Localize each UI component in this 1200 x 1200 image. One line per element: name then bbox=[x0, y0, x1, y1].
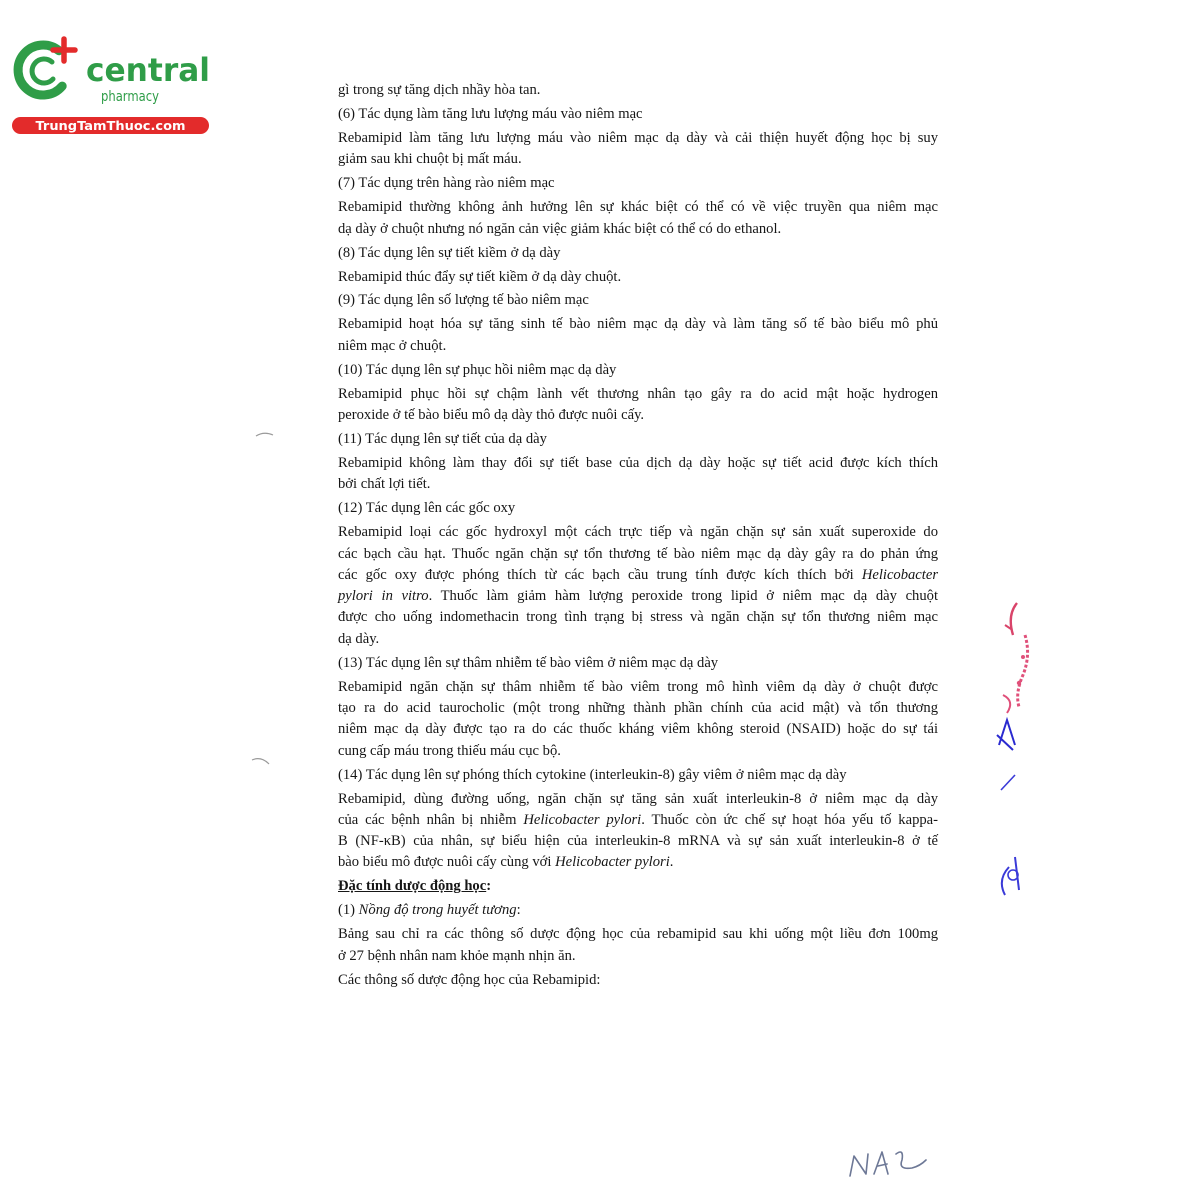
section-heading bbox=[338, 876, 938, 897]
section-heading bbox=[338, 498, 938, 519]
text-run: : bbox=[516, 902, 521, 919]
text-run: được cho uống indomethacin trong tình trạng bị stress và ngăn chặn sự tổn thương niêm mạc bbox=[338, 609, 938, 626]
text-run: . Thuốc làm giảm hàm lượng peroxide trong lipid ở niêm mạc dạ dày chuột bbox=[428, 588, 939, 605]
text-line bbox=[338, 765, 938, 786]
text-run: Rebamipid làm tăng lưu lượng máu vào niêm mạc dạ dày và cải thiện huyết động học bị suy bbox=[338, 129, 938, 146]
text-run: (12) Tác dụng lên các gốc oxy bbox=[338, 500, 516, 517]
text-run: . bbox=[669, 854, 674, 871]
text-line bbox=[338, 698, 938, 719]
text-run: tạo ra do acid taurocholic (một trong những thành phần chính của acid mật) và tổn thương bbox=[338, 700, 938, 717]
italic-text-run: Helicobacter pylori bbox=[523, 811, 642, 828]
logo-mark-icon bbox=[18, 39, 75, 95]
margin-mark bbox=[250, 754, 272, 768]
text-run: (6) Tác dụng làm tăng lưu lượng máu vào niêm mạc bbox=[338, 105, 643, 122]
text-run: ở 27 bệnh nhân nam khỏe mạnh nhịn ăn. bbox=[338, 947, 576, 964]
handwritten-initials bbox=[840, 1140, 940, 1190]
text-run: Các thông số dược động học của Rebamipid: bbox=[338, 971, 601, 988]
text-run: Rebamipid không làm thay đổi sự tiết base của dịch dạ dày hoặc sự tiết acid được kích thích bbox=[338, 455, 938, 471]
text-line bbox=[338, 197, 938, 218]
text-run: Rebamipid thường không ảnh hưởng lên sự khác biệt có thể có về việc truyền qua niêm mạc bbox=[338, 199, 938, 216]
text-line bbox=[338, 474, 938, 495]
text-run: dạ dày. bbox=[338, 630, 380, 647]
text-run: (14) Tác dụng lên sự phóng thích cytokine (interleukin-8) gây viêm ở niêm mạc dạ dày bbox=[338, 766, 847, 783]
text-run: giảm sau khi chuột bị mất máu. bbox=[338, 151, 522, 168]
paragraph bbox=[338, 970, 938, 991]
text-run: Rebamipid hoạt hóa sự tăng sinh tế bào niêm mạc dạ dày và làm tăng số tế bào biểu mô phủ bbox=[338, 316, 938, 333]
text-run: peroxide ở tế bào biểu mô dạ dày thỏ được nuôi cấy. bbox=[338, 407, 645, 424]
section-heading bbox=[338, 653, 938, 674]
text-run: Bảng sau chỉ ra các thông số dược động học của rebamipid sau khi uống một liều đơn 100mg bbox=[338, 926, 938, 943]
italic-text-run: Nồng độ trong huyết tương bbox=[358, 902, 517, 919]
italic-text-run: Helicobacter bbox=[861, 566, 938, 583]
text-run: B (NF-κB) của nhân, sự biểu hiện của interleukin-8 mRNA và sự sản xuất interleukin-8 ở tế bbox=[338, 833, 938, 850]
paragraph bbox=[338, 384, 938, 427]
section-heading bbox=[338, 900, 938, 921]
text-line bbox=[338, 384, 938, 405]
text-line bbox=[338, 900, 938, 921]
text-run: gì trong sự tăng dịch nhầy hòa tan. bbox=[338, 82, 541, 98]
text-line bbox=[338, 360, 938, 381]
text-run: bào biểu mô được nuôi cấy cùng với bbox=[338, 854, 556, 871]
text-line bbox=[338, 970, 938, 991]
text-run: (8) Tác dụng lên sự tiết kiềm ở dạ dày bbox=[338, 244, 561, 261]
text-line bbox=[338, 219, 938, 240]
paragraph bbox=[338, 197, 938, 240]
text-line bbox=[338, 629, 938, 650]
text-run: Rebamipid, dùng đường uống, ngăn chặn sự tăng sản xuất interleukin-8 ở niêm mạc dạ dày bbox=[338, 790, 938, 807]
text-line bbox=[338, 104, 938, 125]
text-line bbox=[338, 741, 938, 762]
text-run: Rebamipid phục hồi sự chậm lành vết thương nhân tạo gây ra do acid mật hoặc hydrogen bbox=[338, 385, 938, 402]
text-run: Rebamipid ngăn chặn sự thâm nhiễm tế bào viêm trong mô hình viêm dạ dày ở chuột được bbox=[338, 678, 938, 695]
document-body bbox=[338, 80, 938, 991]
paragraph bbox=[338, 128, 938, 171]
italic-text-run: pylori in vitro bbox=[338, 588, 429, 605]
text-line bbox=[338, 290, 938, 311]
text-line bbox=[338, 831, 938, 852]
stamp-fragment bbox=[985, 595, 1045, 915]
text-line bbox=[338, 405, 938, 426]
text-run: (7) Tác dụng trên hàng rào niêm mạc bbox=[338, 175, 555, 192]
text-line bbox=[338, 946, 938, 967]
text-run: niêm mạc ở chuột. bbox=[338, 337, 447, 354]
text-line bbox=[338, 336, 938, 357]
text-line bbox=[338, 80, 938, 101]
text-line bbox=[338, 522, 938, 543]
text-run: Rebamipid thúc đẩy sự tiết kiềm ở dạ dày chuột. bbox=[338, 268, 622, 285]
logo-site-text: TrungTamThuoc.com bbox=[35, 118, 186, 133]
text-line bbox=[338, 586, 938, 607]
italic-text-run: Helicobacter pylori bbox=[555, 854, 670, 871]
paragraph bbox=[338, 677, 938, 762]
margin-mark bbox=[254, 428, 276, 440]
text-run: Đặc tính dược động học bbox=[338, 878, 487, 895]
text-run: các gốc oxy được phóng thích từ các bạch cầu trung tính được kích thích bởi bbox=[338, 566, 862, 583]
text-run: (10) Tác dụng lên sự phục hồi niêm mạc dạ dày bbox=[338, 361, 617, 378]
paragraph bbox=[338, 267, 938, 288]
section-heading bbox=[338, 360, 938, 381]
text-run: : bbox=[486, 878, 492, 895]
text-run: niêm mạc dạ dày được tạo ra do các thuốc kháng viêm không steroid (NSAID) hoặc do sự tái bbox=[338, 721, 938, 738]
section-heading bbox=[338, 104, 938, 125]
logo-sub-text: pharmacy bbox=[101, 89, 159, 105]
text-line bbox=[338, 789, 938, 810]
text-line bbox=[338, 924, 938, 945]
text-run: (9) Tác dụng lên số lượng tế bào niêm mạc bbox=[338, 292, 589, 309]
text-line bbox=[338, 719, 938, 740]
text-line bbox=[338, 852, 938, 873]
text-line bbox=[338, 453, 938, 474]
paragraph bbox=[338, 522, 938, 650]
text-line bbox=[338, 876, 938, 897]
text-line bbox=[338, 810, 938, 831]
section-heading bbox=[338, 290, 938, 311]
text-run: các bạch cầu hạt. Thuốc ngăn chặn sự tổn thương tế bào niêm mạc dạ dày gây ra do phản ứng bbox=[338, 545, 938, 562]
text-run: . Thuốc còn ức chế sự hoạt hóa yếu tố kappa- bbox=[641, 811, 938, 828]
text-run: dạ dày ở chuột nhưng nó ngăn cản việc giảm khác biệt có thể có do ethanol. bbox=[338, 220, 782, 237]
text-run: (11) Tác dụng lên sự tiết của dạ dày bbox=[338, 431, 547, 448]
text-line bbox=[338, 149, 938, 170]
text-line bbox=[338, 429, 938, 450]
paragraph bbox=[338, 453, 938, 496]
text-run: cung cấp máu trong thiếu máu cục bộ. bbox=[338, 742, 561, 759]
text-line bbox=[338, 565, 938, 586]
text-line bbox=[338, 653, 938, 674]
text-line bbox=[338, 128, 938, 149]
text-run: bởi chất lợi tiết. bbox=[338, 476, 431, 493]
text-line bbox=[338, 607, 938, 628]
text-run: của các bệnh nhân bị nhiễm bbox=[338, 811, 524, 828]
text-line bbox=[338, 544, 938, 565]
text-line bbox=[338, 243, 938, 264]
paragraph bbox=[338, 314, 938, 357]
text-line bbox=[338, 173, 938, 194]
logo-brand-text: central bbox=[86, 51, 210, 89]
paragraph bbox=[338, 789, 938, 874]
section-heading bbox=[338, 765, 938, 786]
text-line bbox=[338, 267, 938, 288]
paragraph bbox=[338, 80, 938, 101]
section-heading bbox=[338, 429, 938, 450]
text-run: (13) Tác dụng lên sự thâm nhiễm tế bào viêm ở niêm mạc dạ dày bbox=[338, 654, 719, 671]
text-run: (1) bbox=[338, 902, 359, 919]
section-heading bbox=[338, 243, 938, 264]
central-pharmacy-logo bbox=[0, 0, 230, 140]
text-run: Rebamipid loại các gốc hydroxyl một cách trực tiếp và ngăn chặn sự sản xuất superoxide do bbox=[338, 524, 938, 541]
paragraph bbox=[338, 924, 938, 967]
text-line bbox=[338, 498, 938, 519]
text-line bbox=[338, 314, 938, 335]
section-heading bbox=[338, 173, 938, 194]
text-line bbox=[338, 677, 938, 698]
